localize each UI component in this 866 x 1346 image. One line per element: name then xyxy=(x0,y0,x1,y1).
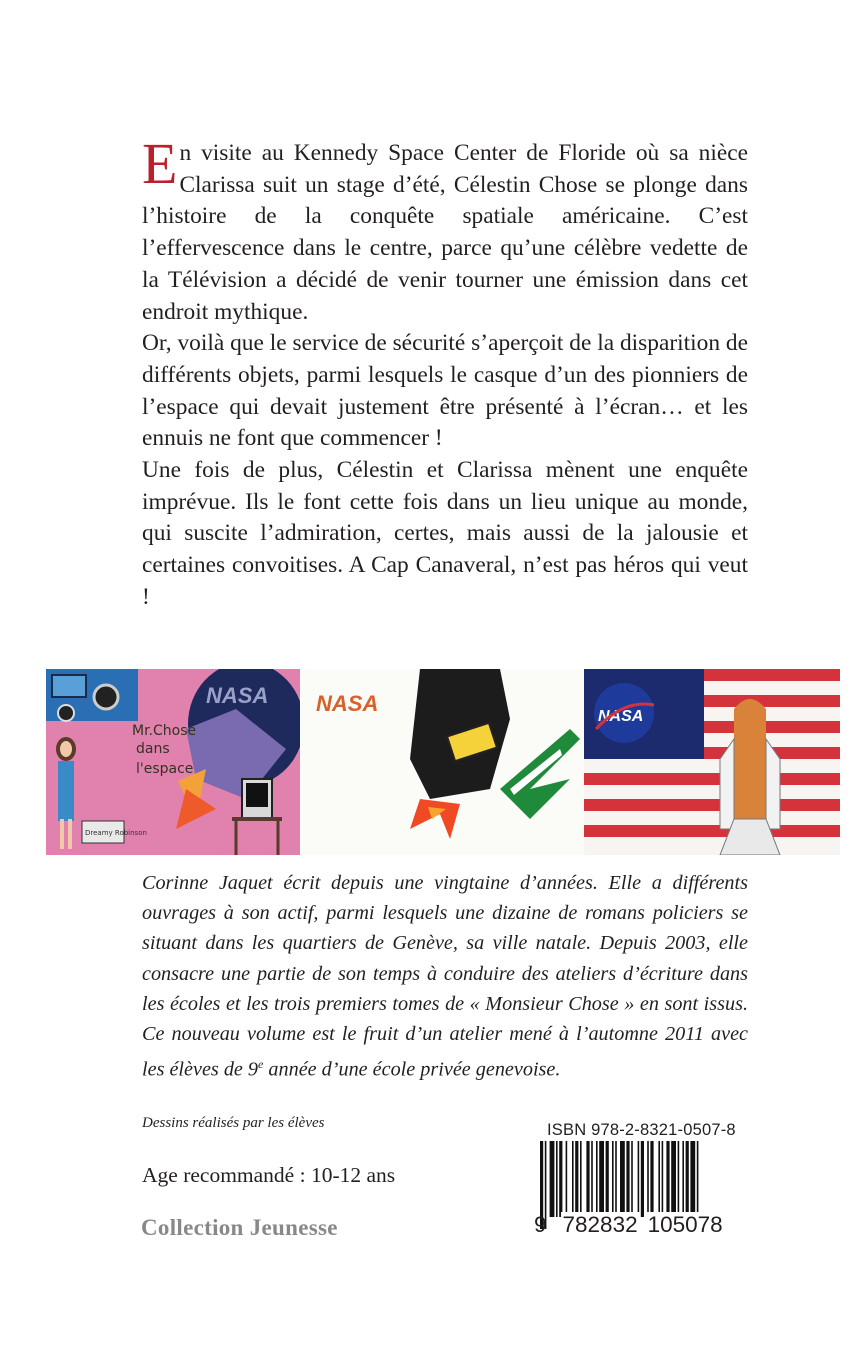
recommended-age: Age recommandé : 10-12 ans xyxy=(142,1163,396,1187)
drawing-caption-line-1: Mr.Chose xyxy=(132,723,197,739)
collection-name: Collection Jeunesse xyxy=(141,1215,338,1240)
drawing-nasa-logo-middle: NASA xyxy=(316,691,379,716)
ean-group-right: 105078 xyxy=(647,1212,723,1237)
author-bio-superscript: e xyxy=(258,1057,264,1072)
author-bio xyxy=(142,868,748,1085)
blurb-paragraph-2: Or, voilà que le service de sécurité s’aperçoit de la disparition de différents objets, parmi lesquels le casque d’un des pionniers de l’espace qui devait justement être présenté à l’écran… et les ennuis ne font que commencer ! xyxy=(142,330,748,452)
drawing-badge-text: Dreamy Robinson xyxy=(85,829,147,837)
blurb-paragraph-1 xyxy=(142,131,748,328)
drawing-caption-line-3: l'espace xyxy=(136,761,194,777)
blurb-paragraph-1-text: n visite au Kennedy Space Center de Floride où sa nièce Clarissa suit un stage d’été, Célestin Chose se plonge dans l’histoire de la conquête spatiale américaine. C’est l’effervescence dans le centre, parce qu’une célèbre vedette de la Télévision a décidé de venir tourner une émission dans cet endroit mythique. xyxy=(142,140,748,325)
ean-group-left: 782832 xyxy=(562,1212,638,1237)
ean-digit-first: 9 xyxy=(534,1212,547,1237)
ean-digits xyxy=(534,1212,725,1238)
drawing-flag-shuttle xyxy=(584,669,840,855)
back-cover-blurb xyxy=(142,131,748,614)
drawing-nasa-logo-right: NASA xyxy=(598,708,644,725)
illustration-credit: Dessins réalisés par les élèves xyxy=(142,1115,325,1131)
drawing-caption-line-2: dans xyxy=(136,741,170,757)
author-bio-text-end: année d’une école privée genevoise. xyxy=(263,1058,561,1081)
drawing-nasa-logo-left: NASA xyxy=(206,683,269,708)
author-bio-text: Corinne Jaquet écrit depuis une vingtaine d’années. Elle a différents ouvrages à son actif, parmi lesquels une dizaine de romans policiers se situant dans les quartiers de Genève, sa ville natale. Depuis 2003, elle consacre une partie de son temps à conduire des ateliers d’écriture dans les écoles et les trois premiers tomes de « Monsieur Chose » en sont issus. Ce nouveau volume est le fruit d’un atelier mené à l’automne 2011 avec les élèves de 9 xyxy=(142,872,748,1081)
blurb-paragraph-3: Une fois de plus, Célestin et Clarissa mènent une enquête imprévue. Ils le font cette fois dans un lieu unique au monde, qui suscite l’admiration, certes, mais aussi de la jalousie et certaines convoitises. A Cap Canaveral, n’est pas héros qui veut ! xyxy=(142,457,748,610)
drawing-astronaut-pink xyxy=(46,669,300,855)
drawing-rocket-crocodile xyxy=(300,669,584,855)
isbn-label: ISBN 978-2-8321-0507-8 xyxy=(547,1121,736,1139)
drop-cap: E xyxy=(142,131,178,196)
